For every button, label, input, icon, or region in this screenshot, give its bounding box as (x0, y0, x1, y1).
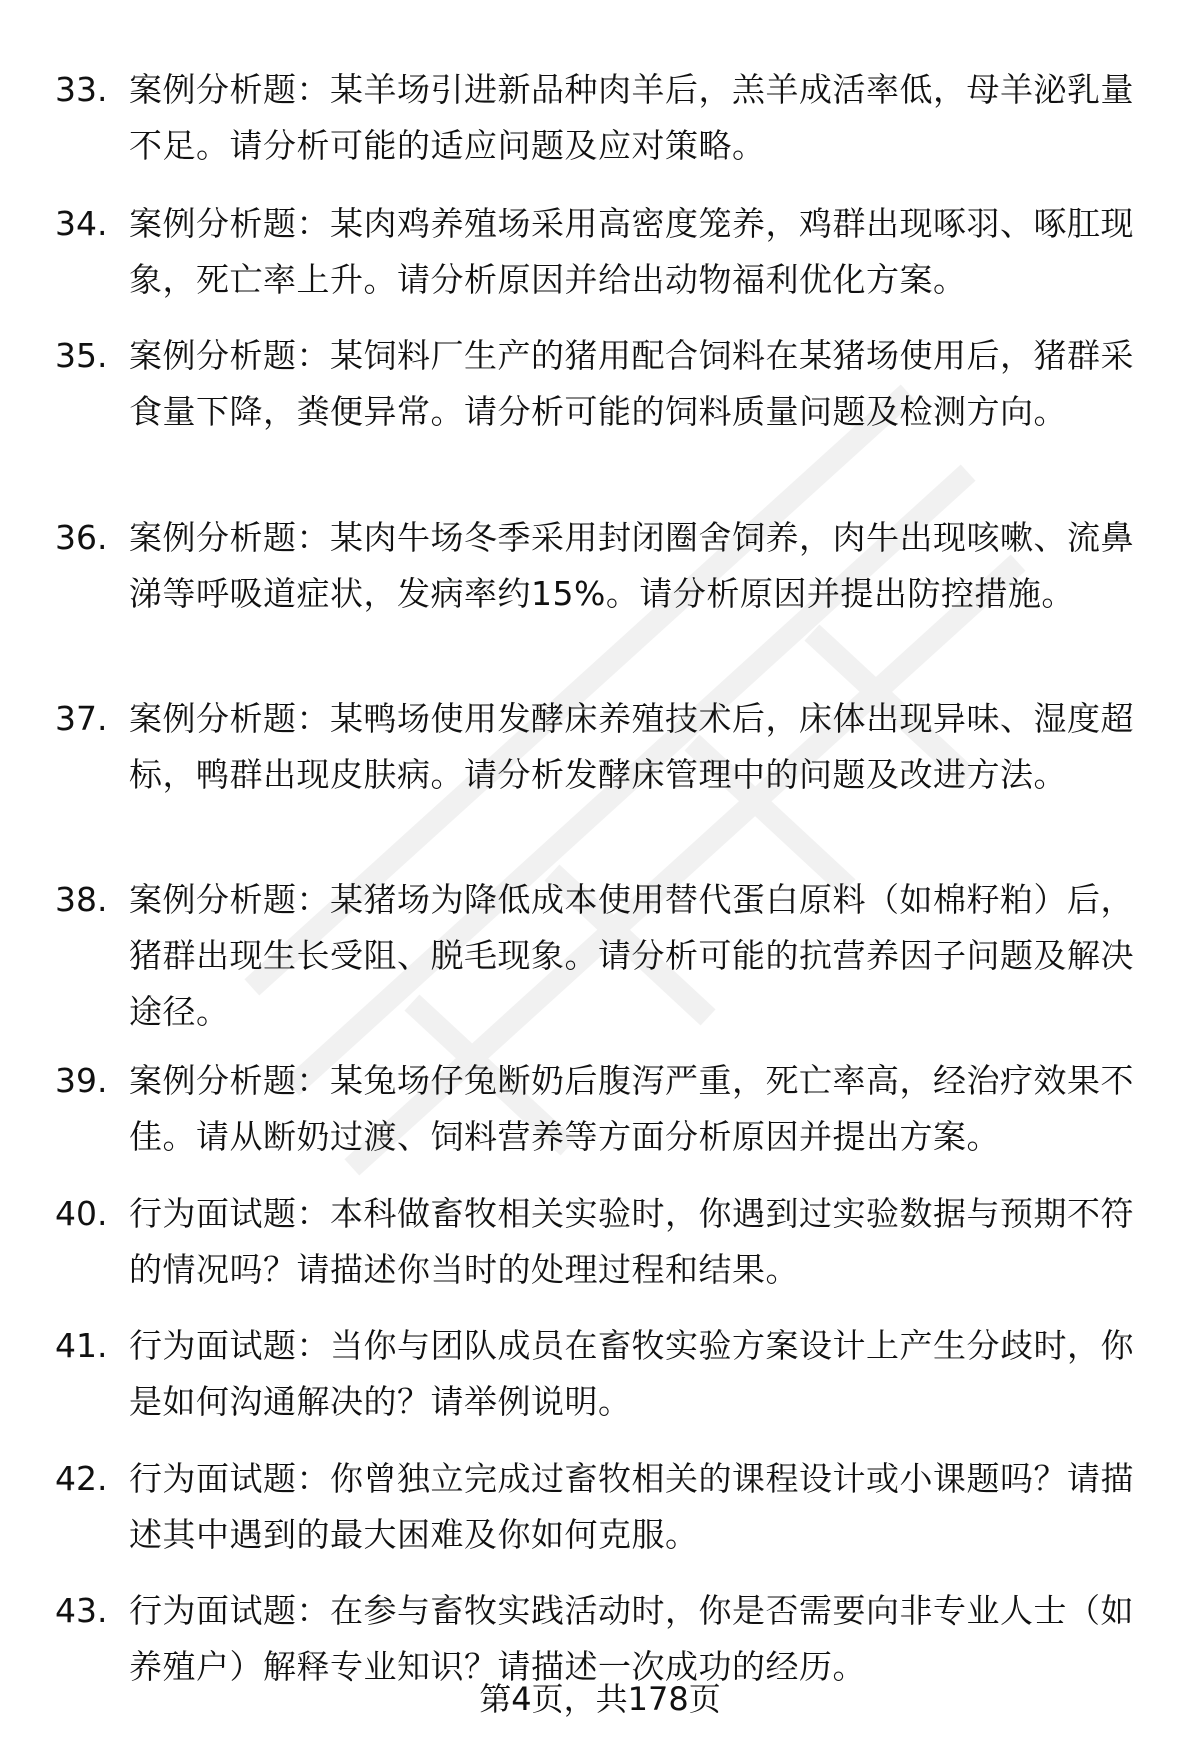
question-number: 40. (55, 1194, 108, 1233)
question-number: 35. (55, 336, 108, 375)
question-text: 案例分析题：某羊场引进新品种肉羊后，羔羊成活率低，母羊泌乳量不足。请分析可能的适应问题及应对策略。 (129, 70, 1134, 165)
question-text: 行为面试题：本科做畜牧相关实验时，你遇到过实验数据与预期不符的情况吗？请描述你当时的处理过程和结果。 (129, 1194, 1134, 1289)
question-number: 43. (55, 1591, 108, 1630)
question-text: 行为面试题：当你与团队成员在畜牧实验方案设计上产生分歧时，你是如何沟通解决的？请举例说明。 (129, 1326, 1134, 1421)
question-number: 36. (55, 518, 108, 557)
question-number: 37. (55, 699, 108, 738)
question-text: 行为面试题：你曾独立完成过畜牧相关的课程设计或小课题吗？请描述其中遇到的最大困难及你如何克服。 (129, 1459, 1134, 1554)
question-number: 39. (55, 1061, 108, 1100)
question-text: 行为面试题：在参与畜牧实践活动时，你是否需要向非专业人士（如养殖户）解释专业知识？请描述一次成功的经历。 (129, 1591, 1134, 1686)
question-number: 41. (55, 1326, 108, 1365)
question-number: 38. (55, 880, 108, 919)
question-text: 案例分析题：某兔场仔兔断奶后腹泻严重，死亡率高，经治疗效果不佳。请从断奶过渡、饲料营养等方面分析原因并提出方案。 (129, 1061, 1134, 1156)
question-text: 案例分析题：某肉鸡养殖场采用高密度笼养，鸡群出现啄羽、啄肛现象，死亡率上升。请分析原因并给出动物福利优化方案。 (129, 204, 1134, 299)
question-text: 案例分析题：某鸭场使用发酵床养殖技术后，床体出现异味、湿度超标，鸭群出现皮肤病。请分析发酵床管理中的问题及改进方法。 (129, 699, 1134, 794)
question-text: 案例分析题：某猪场为降低成本使用替代蛋白原料（如棉籽粕）后，猪群出现生长受阻、脱毛现象。请分析可能的抗营养因子问题及解决途径。 (129, 880, 1134, 1031)
question-text: 案例分析题：某肉牛场冬季采用封闭圈舍饲养，肉牛出现咳嗽、流鼻涕等呼吸道症状，发病率约15%。请分析原因并提出防控措施。 (129, 518, 1134, 613)
question-number: 42. (55, 1459, 108, 1498)
question-text: 案例分析题：某饲料厂生产的猪用配合饲料在某猪场使用后，猪群采食量下降，粪便异常。请分析可能的饲料质量问题及检测方向。 (129, 336, 1134, 431)
question-number: 34. (55, 204, 108, 243)
question-number: 33. (55, 70, 108, 109)
page-number-footer: 第4页，共178页 (479, 1680, 721, 1718)
